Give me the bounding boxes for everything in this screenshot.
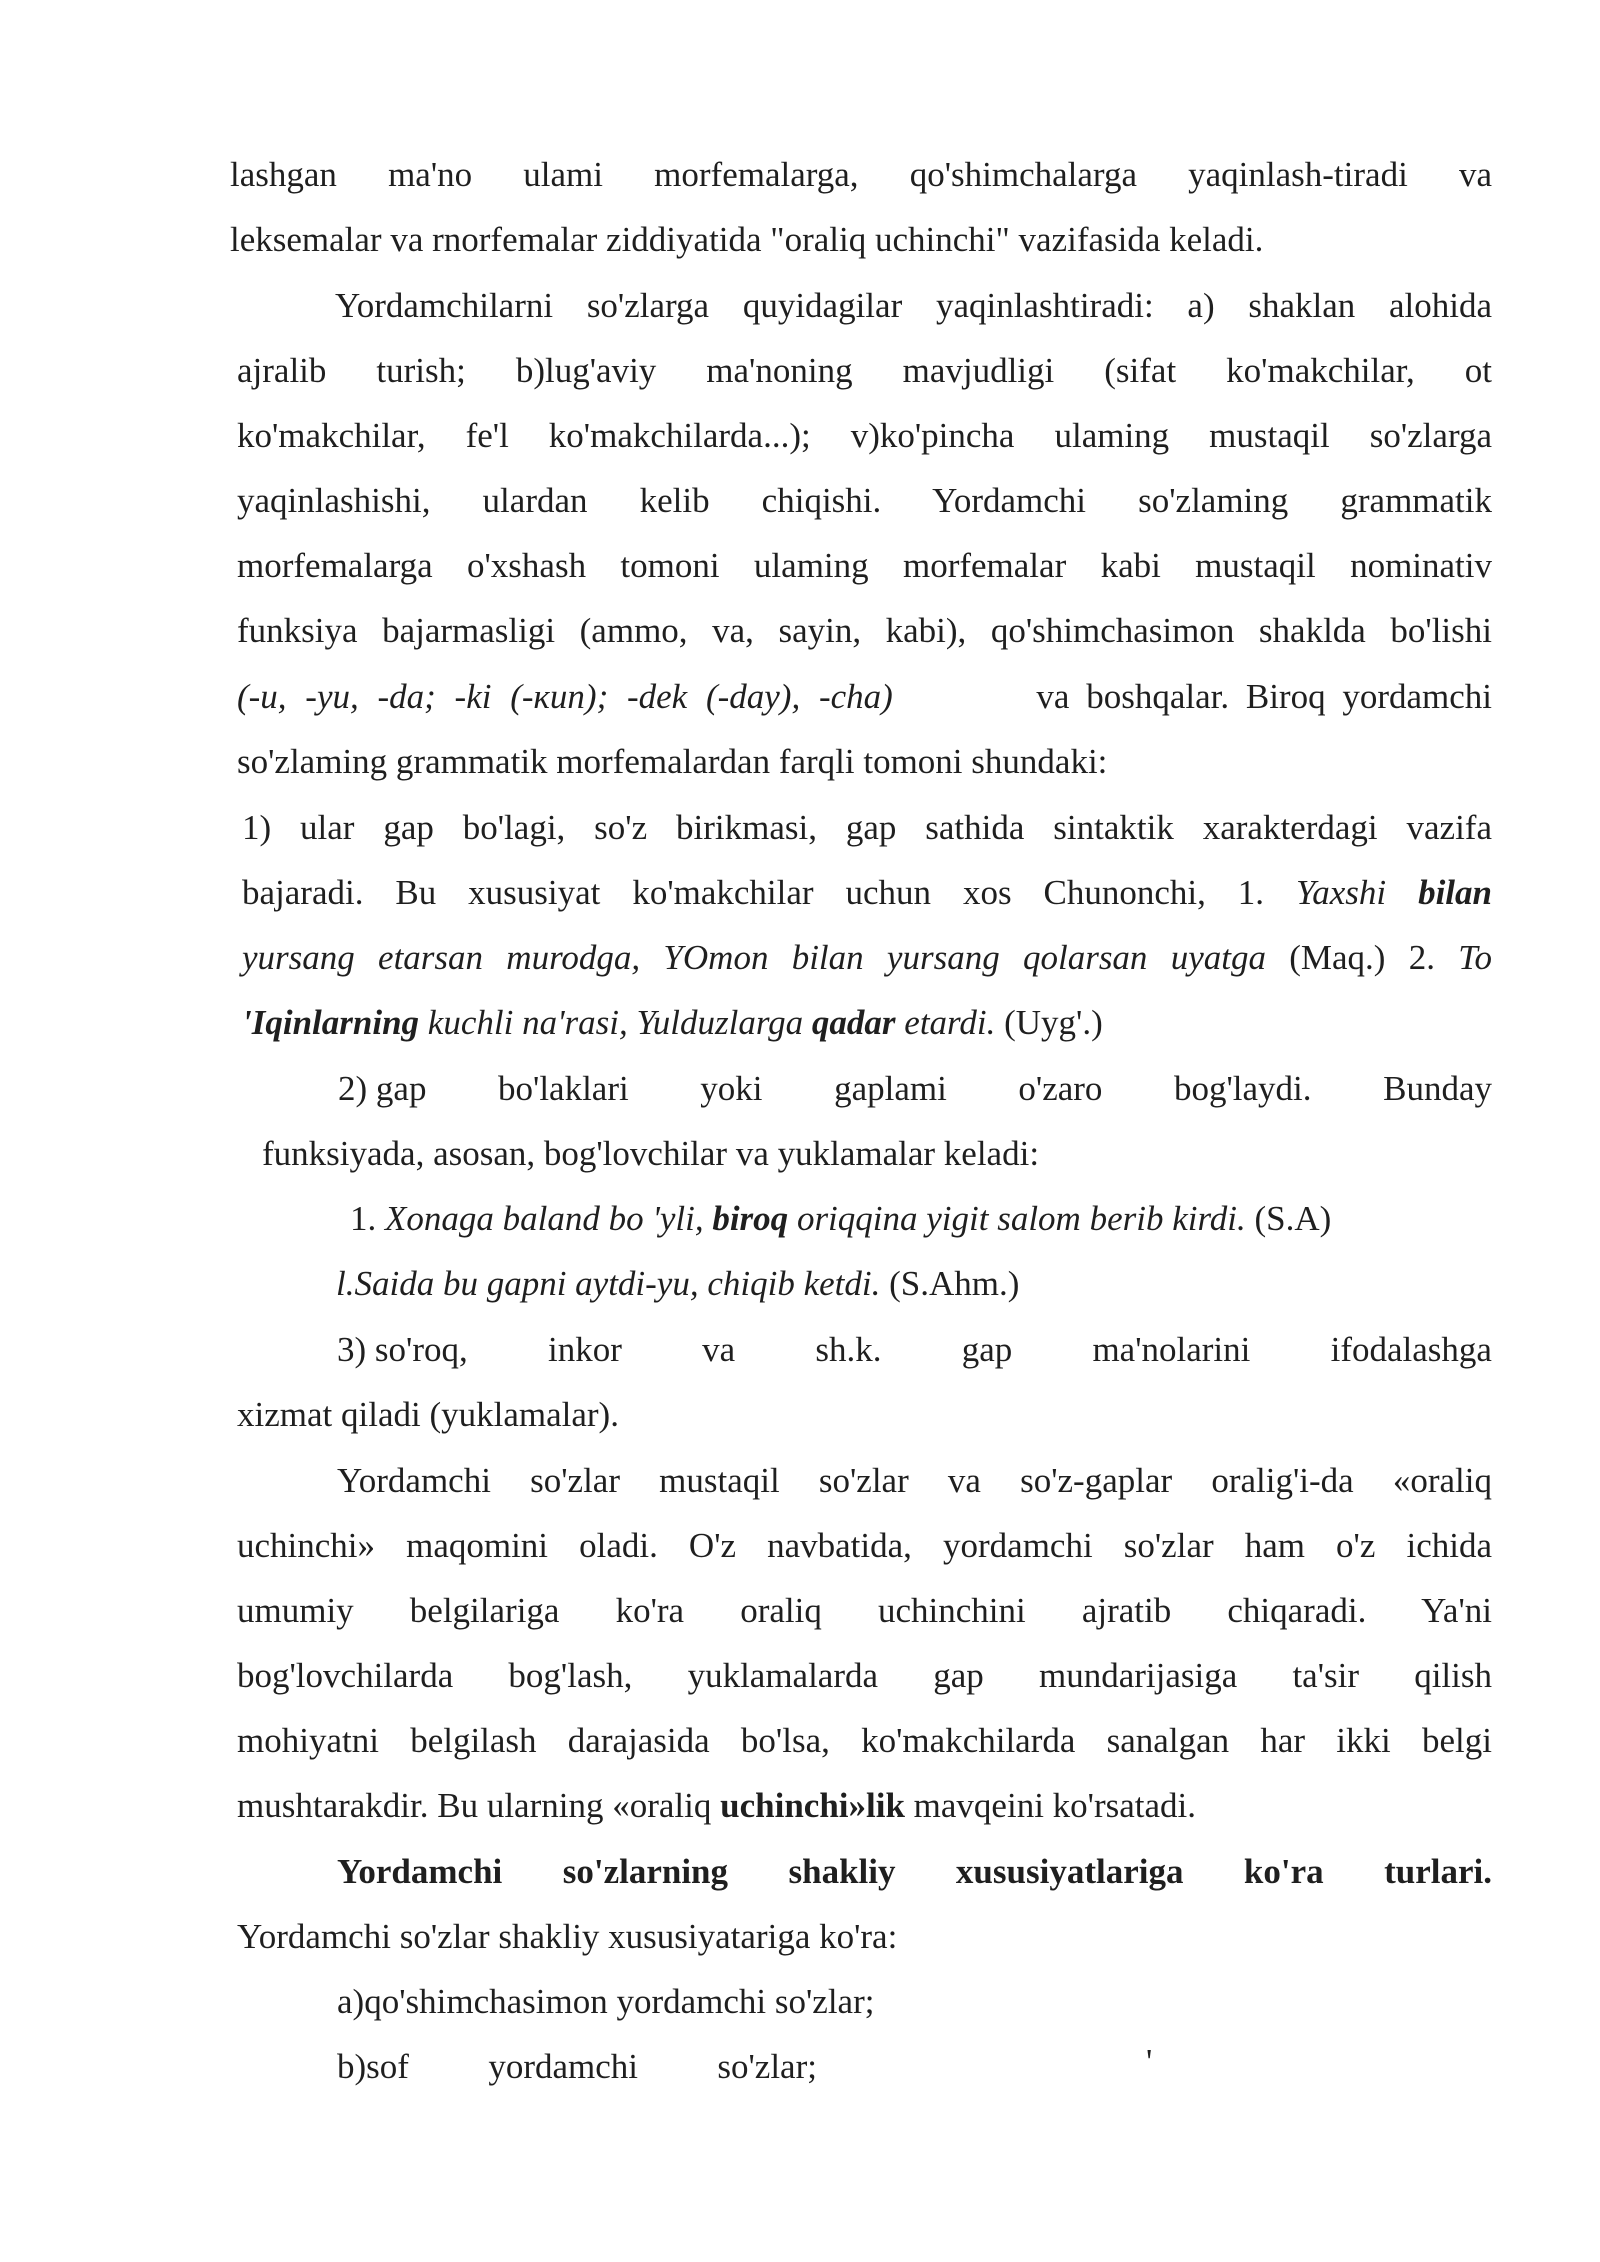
text-line: Yordamchilarni so'zlarga quyidagilar yaqinlashtiradi: a) shaklan alohida bbox=[335, 286, 1492, 325]
italic-text: etardi. bbox=[895, 1003, 996, 1042]
text-span: (Uyg'.) bbox=[995, 1003, 1103, 1042]
list-item: a)qo'shimchasimon yordamchi so'zlar; bbox=[337, 1982, 875, 2021]
text-span: mushtarakdir. Bu ularning «oraliq bbox=[237, 1786, 721, 1825]
word: Bunday bbox=[1383, 1069, 1492, 1108]
text-span: (S.A) bbox=[1245, 1199, 1332, 1238]
word: yordamchi bbox=[488, 2047, 638, 2086]
text-span: bajaradi. Bu xususiyat ko'makchilar uchun xos Chunonchi, 1. bbox=[242, 873, 1296, 912]
bold-italic-text: 'Iqinlarning bbox=[242, 1003, 420, 1042]
text-line bbox=[237, 1784, 1196, 1828]
text-line: lashgan ma'no ulami morfemalarga, qo'shimchalarga yaqinlash-tiradi va bbox=[230, 155, 1492, 194]
bold-italic-text: biroq bbox=[712, 1199, 789, 1238]
bold-italic-text: qadar bbox=[811, 1003, 896, 1042]
word: 3) so'roq, bbox=[337, 1330, 468, 1369]
text-span: mavqeini ko'rsatadi. bbox=[904, 1786, 1197, 1825]
word: gap bbox=[961, 1330, 1013, 1369]
stray-mark: ' bbox=[1146, 2042, 1153, 2081]
word: va bbox=[702, 1330, 736, 1369]
word: inkor bbox=[547, 1330, 622, 1369]
text-line: so'zlaming grammatik morfemalardan farqli tomoni shundaki: bbox=[237, 742, 1108, 781]
text-span: (S.Ahm.) bbox=[880, 1264, 1020, 1303]
text-line: yaqinlashishi, ulardan kelib chiqishi. Yordamchi so'zlaming grammatik bbox=[237, 481, 1492, 520]
text-line: umumiy belgilariga ko'ra oraliq uchinchini ajratib chiqaradi. Ya'ni bbox=[237, 1591, 1492, 1630]
italic-text: yursang etarsan murodga, YOmon bilan yursang qolarsan uyatga bbox=[242, 938, 1266, 977]
example-line bbox=[336, 1262, 1019, 1306]
word: b)sof bbox=[337, 2047, 409, 2086]
text-line: 1) ular gap bo'lagi, so'z birikmasi, gap sathida sintaktik xarakterdagi vazifa bbox=[242, 808, 1492, 847]
text-line: xizmat qiladi (yuklamalar). bbox=[237, 1395, 619, 1434]
italic-text: To bbox=[1458, 938, 1493, 977]
word: sh.k. bbox=[815, 1330, 882, 1369]
italic-text: oriqqina yigit salom berib kirdi. bbox=[788, 1199, 1246, 1238]
text-line: bog'lovchilarda bog'lash, yuklamalarda gap mundarijasiga ta'sir qilish bbox=[237, 1656, 1492, 1695]
text-line bbox=[237, 675, 1492, 719]
word: bog'laydi. bbox=[1173, 1069, 1312, 1108]
text-line: funksiyada, asosan, bog'lovchilar va yuklamalar keladi: bbox=[262, 1134, 1040, 1173]
section-heading: Yordamchi so'zlarning shakliy xususiyatlariga ko'ra turlari. bbox=[337, 1852, 1492, 1891]
example-number: 1. bbox=[350, 1199, 385, 1238]
word: 2) gap bbox=[338, 1069, 427, 1108]
text-line: morfemalarga o'xshash tomoni ulaming morfemalar kabi mustaqil nominativ bbox=[237, 546, 1492, 585]
bold-italic-text: bilan bbox=[1418, 873, 1492, 912]
text-line: funksiya bajarmasligi (ammo, va, sayin, kabi), qo'shimchasimon shaklda bo'lishi bbox=[237, 611, 1492, 650]
list-item bbox=[337, 2045, 817, 2089]
text-line: ko'makchilar, fe'l ko'makchilarda...); v)ko'pincha ulaming mustaqil so'zlarga bbox=[237, 416, 1492, 455]
text-line: Yordamchi so'zlar shakliy xususiyatariga ko'ra: bbox=[237, 1917, 898, 1956]
text-span: (Maq.) 2. bbox=[1265, 938, 1459, 977]
text-line bbox=[337, 1328, 1492, 1372]
text-span: va boshqalar. Biroq yordamchi bbox=[1019, 677, 1492, 716]
example-line bbox=[350, 1197, 1331, 1241]
text-line: uchinchi» maqomini oladi. O'z navbatida, yordamchi so'zlar ham o'z ichida bbox=[237, 1526, 1492, 1565]
text-line bbox=[242, 871, 1492, 915]
word: bo'laklari bbox=[498, 1069, 629, 1108]
text-line bbox=[242, 936, 1492, 980]
text-line: leksemalar va rnorfemalar ziddiyatida "oraliq uchinchi" vazifasida keladi. bbox=[230, 220, 1264, 259]
word: o'zaro bbox=[1018, 1069, 1103, 1108]
text-line bbox=[242, 1001, 1103, 1045]
text-line: Yordamchi so'zlar mustaqil so'zlar va so'z-gaplar oralig'i-da «oraliq bbox=[337, 1461, 1492, 1500]
word: gaplami bbox=[834, 1069, 947, 1108]
text-line: mohiyatni belgilash darajasida bo'lsa, ko'makchilarda sanalgan har ikki belgi bbox=[237, 1721, 1492, 1760]
word: ifodalashga bbox=[1330, 1330, 1492, 1369]
italic-text: l.Saida bu gapni aytdi-yu, chiqib ketdi. bbox=[336, 1264, 881, 1303]
word: so'zlar; bbox=[717, 2047, 817, 2086]
text-line: ajralib turish; b)lug'aviy ma'noning mavjudligi (sifat ko'makchilar, ot bbox=[237, 351, 1492, 390]
word: ma'nolarini bbox=[1092, 1330, 1251, 1369]
italic-text: kuchli na'rasi, Yulduzlarga bbox=[419, 1003, 812, 1042]
italic-suffix-examples: (-u, -yu, -da; -ki (-кun); -dek (-day), -cha) bbox=[237, 677, 893, 716]
italic-text: Yaxshi bbox=[1296, 873, 1419, 912]
text-line bbox=[338, 1067, 1492, 1111]
italic-text: Xonaga baland bo 'yli, bbox=[385, 1199, 713, 1238]
bold-text: uchinchi»lik bbox=[720, 1786, 905, 1825]
word: yoki bbox=[700, 1069, 763, 1108]
